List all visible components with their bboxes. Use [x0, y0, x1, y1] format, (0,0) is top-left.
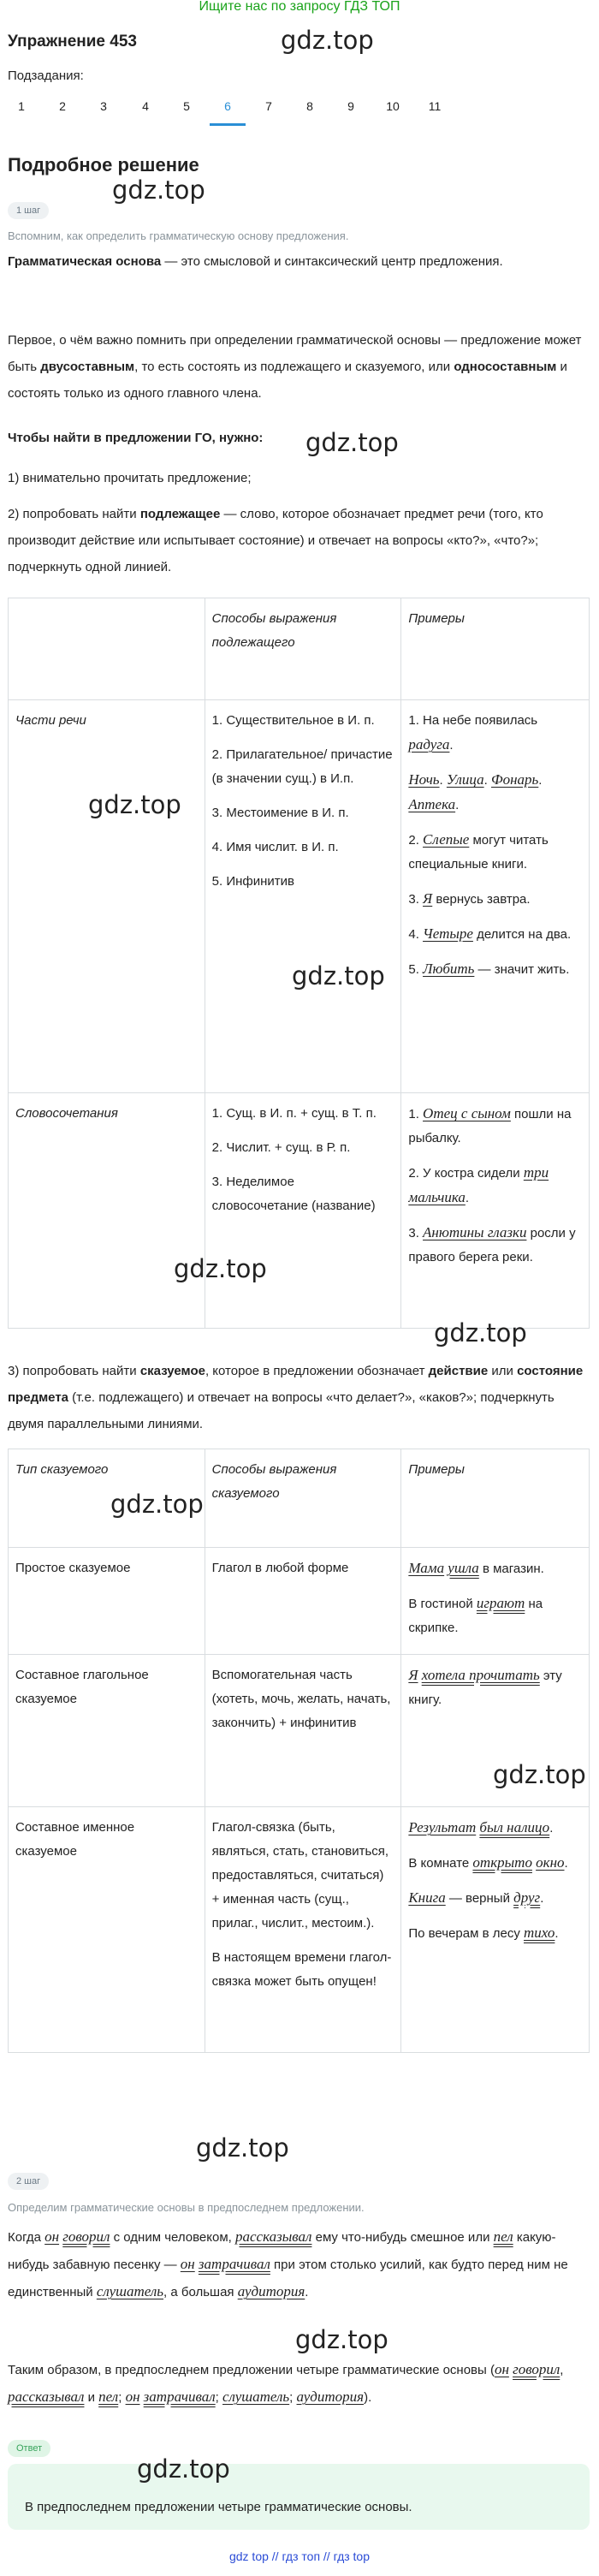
- term-bold: сказуемое: [139, 1364, 205, 1378]
- step-note: Вспомним, как определить грамматическую основу предложения.: [8, 229, 349, 242]
- list-item: 2. Числит. + сущ. в Р. п.: [211, 1140, 351, 1155]
- predicate-way: [205, 1807, 401, 2053]
- list-item: 3. Местоимение в И. п.: [211, 806, 349, 820]
- analysed-sentence: Когда он говорил с одним человеком, рассказывал ему что-нибудь смешное или пел какую-нибудь забавную песенку — он затрачивал при этом столько усилий, как будто перед ним не единственный слушатель, а большая аудитория.: [8, 2228, 568, 2299]
- predicate-word: затрачивал: [143, 2389, 216, 2405]
- answer-text: В предпоследнем предложении четыре грамматические основы.: [25, 2500, 412, 2514]
- subject-word: Ночь: [408, 771, 440, 788]
- predicate-type: Составное глагольное сказуемое: [9, 1655, 205, 1807]
- row-label: Словосочетания: [9, 1093, 205, 1329]
- watermark: gdz.top: [295, 2325, 388, 2354]
- subtask-tab[interactable]: 1: [18, 99, 25, 113]
- subject-word: Любить: [423, 961, 475, 977]
- subject-word: окно: [536, 1854, 565, 1871]
- table-header: Способы выражения сказуемого: [205, 1449, 401, 1548]
- example: 5. Любить — значит жить.: [408, 961, 570, 977]
- predicate-word: говорил: [513, 2361, 560, 2377]
- exercise-title: Упражнение 453: [8, 33, 137, 51]
- term-bold: состояние предмета: [8, 1364, 584, 1405]
- subject-word: Слепые: [423, 831, 470, 848]
- table-header: [9, 598, 205, 700]
- subject-word: Я: [408, 1667, 418, 1683]
- subject-word: он: [125, 2389, 140, 2405]
- watermark: gdz.top: [292, 961, 385, 991]
- subject-word: Аптека: [408, 796, 456, 812]
- list-item: 4. Имя числит. в И. п.: [211, 840, 339, 854]
- text: , то есть состоять из подлежащего и сказуемого, или: [134, 360, 454, 374]
- definition-paragraph: [8, 248, 590, 275]
- subject-word: Отец с сыном: [423, 1105, 511, 1121]
- subject-word: радуга: [408, 736, 450, 753]
- predicate-word: друг: [513, 1889, 541, 1906]
- predicate-way: Вспомогательная часть (хотеть, мочь, желать, начать, закончить) + инфинитив: [205, 1655, 401, 1807]
- term-bold: действие: [428, 1364, 489, 1378]
- text: и состоять только из одного главного члена.: [8, 360, 567, 401]
- step-chip: 2 шаг: [8, 2173, 49, 2190]
- subtasks-nav: [0, 94, 479, 125]
- subject-word: он: [494, 2361, 509, 2377]
- text: — слово, которое обозначает предмет речи (того, кто производит действие или испытывает состояние) и отвечает на вопросы «кто?», «что?»; подчеркнуть одной линией.: [8, 507, 543, 574]
- ways-cell: [205, 700, 401, 1093]
- predicate-type: Простое сказуемое: [9, 1548, 205, 1655]
- subtask-tab[interactable]: 9: [347, 99, 354, 113]
- subtask-tab[interactable]: 3: [100, 99, 107, 113]
- watermark: gdz.top: [112, 176, 205, 205]
- subject-word: Фонарь: [490, 771, 539, 788]
- watermark: gdz.top: [305, 428, 399, 457]
- subject-word: Я: [423, 890, 433, 907]
- predicate-word: играют: [476, 1595, 525, 1611]
- text: Глагол-связка (быть, являться, стать, становиться, предоставляться, считаться) + именная часть (сущ., прилаг., числит., местоим.).: [211, 1820, 389, 1931]
- solution-title: Подробное решение: [8, 154, 199, 176]
- answer-box: [8, 2464, 590, 2530]
- list-item: 5. Инфинитив: [211, 874, 295, 889]
- active-tab-underline: [210, 123, 246, 126]
- examples-cell: [401, 1093, 590, 1329]
- example: 1. Отец с сыном пошли на рыбалку.: [408, 1105, 572, 1145]
- table-header: Способы выражения подлежащего: [205, 598, 401, 700]
- predicate-word: пел: [98, 2389, 119, 2405]
- example: 3. Анютины глазки росли у правого берега реки.: [408, 1224, 576, 1264]
- subject-paragraph: [8, 501, 590, 580]
- list-item: 1. Сущ. в И. п. + сущ. в Т. п.: [211, 1106, 377, 1121]
- subject-word: Анютины глазки: [423, 1224, 527, 1240]
- subject-word: три мальчика: [408, 1164, 549, 1205]
- subject-word: он: [180, 2256, 195, 2272]
- subtasks-label: Подзадания:: [8, 68, 84, 83]
- how-to-heading: [8, 425, 590, 451]
- text: 2) попробовать найти: [8, 507, 140, 521]
- example: 2. У костра сидели три мальчика.: [408, 1164, 549, 1205]
- subject-word: Книга: [408, 1889, 446, 1906]
- subtask-tab[interactable]: 7: [265, 99, 272, 113]
- examples-cell: Мама ушла в магазин. В гостиной играют на скрипке.: [401, 1548, 590, 1655]
- predicate-paragraph: 3) попробовать найти сказуемое, которое в предложении обозначает действие или состояние предмета (т.е. подлежащего) и отвечает на вопросы «что делает?», «каков?»; подчеркнуть двумя параллельными линиями.: [8, 1364, 584, 1431]
- term-bold: подлежащее: [139, 507, 221, 521]
- term-bold: односоставным: [454, 360, 557, 374]
- subtask-tab[interactable]: 2: [59, 99, 66, 113]
- types-paragraph: [8, 327, 590, 407]
- subtask-tab[interactable]: 5: [183, 99, 190, 113]
- watermark: gdz.top: [434, 1318, 527, 1347]
- examples-cell: [401, 700, 590, 1093]
- text: Чтобы найти в предложении ГО, нужно:: [8, 431, 264, 445]
- text: В настоящем времени глагол-связка может быть опущен!: [211, 1950, 392, 1989]
- examples-cell: Я хотела прочитать эту книгу.: [401, 1655, 590, 1807]
- example: Ночь. Улица. Фонарь. Аптека.: [408, 771, 543, 812]
- list-item: 1. Существительное в И. п.: [211, 713, 375, 728]
- promo-banner[interactable]: Ищите нас по запросу ГДЗ ТОП: [199, 0, 400, 14]
- subject-word: аудитория: [296, 2389, 365, 2405]
- watermark: gdz.top: [110, 1490, 204, 1519]
- list-item: 3. Неделимое словосочетание (название): [211, 1175, 376, 1213]
- example: 3. Я вернусь завтра.: [408, 890, 531, 907]
- predicate-type: Составное именное сказуемое: [9, 1807, 205, 2053]
- step-item: 1) внимательно прочитать предложение;: [8, 471, 252, 485]
- watermark: gdz.top: [88, 790, 181, 819]
- table-header: Примеры: [401, 1449, 590, 1548]
- conclusion: Таким образом, в предпоследнем предложении четыре грамматические основы (он говорил, рассказывал и пел; он затрачивал; слушатель; аудитория).: [8, 2361, 564, 2405]
- term-bold: двусоставным: [40, 360, 135, 374]
- text: — это смысловой и синтаксический центр предложения.: [161, 254, 503, 269]
- watermark: gdz.top: [137, 2454, 230, 2484]
- ways-cell: [205, 1093, 401, 1329]
- subject-word: слушатель: [96, 2283, 164, 2299]
- subtask-tab[interactable]: 4: [142, 99, 149, 113]
- subject-word: Четыре: [423, 925, 473, 942]
- list-item: 2. Прилагательное/ причастие (в значении сущ.) в И.п.: [211, 747, 393, 786]
- subtask-tab[interactable]: 10: [386, 99, 400, 113]
- watermark: gdz.top: [281, 26, 374, 55]
- predicate-word: говорил: [62, 2228, 110, 2245]
- row-label: Части речи: [9, 700, 205, 1093]
- subtask-tab[interactable]: 11: [428, 99, 442, 113]
- term-bold: Грамматическая основа: [8, 254, 162, 269]
- text: Первое, о чём важно помнить при определении грамматической основы — предложение может быть: [8, 333, 582, 374]
- predicate-way: Глагол в любой форме: [205, 1548, 401, 1655]
- example: 1. На небе появилась радуга.: [408, 713, 538, 753]
- predicate-word: открыто: [472, 1854, 532, 1871]
- subject-word: Улица: [446, 771, 484, 788]
- subtask-tab-active[interactable]: 6: [224, 99, 231, 113]
- predicate-word: затрачивал: [198, 2256, 270, 2272]
- watermark: gdz.top: [174, 1254, 267, 1283]
- subject-word: аудитория: [237, 2283, 305, 2299]
- table-header: Тип сказуемого: [9, 1449, 205, 1548]
- watermark: gdz.top: [493, 1760, 586, 1789]
- predicate-word: хотела прочитать: [421, 1667, 540, 1683]
- predicate-word: рассказывал: [234, 2228, 312, 2245]
- examples-cell: Результат был налицо. В комнате открыто окно. Книга — верный друг. По вечерам в лесу тихо.: [401, 1807, 590, 2053]
- subject-word: слушатель: [222, 2389, 290, 2405]
- subject-word: он: [44, 2228, 60, 2245]
- example: 4. Четыре делится на два.: [408, 925, 572, 942]
- predicate-word: тихо: [524, 1925, 555, 1941]
- predicate-word: рассказывал: [8, 2389, 85, 2405]
- subject-word: Мама: [408, 1560, 445, 1576]
- watermark: gdz.top: [196, 2133, 289, 2163]
- predicate-word: был налицо: [479, 1819, 550, 1835]
- footer-links[interactable]: gdz top // гдз топ // гдз top: [228, 2549, 371, 2563]
- example: 2. Слепые могут читать специальные книги.: [408, 831, 549, 872]
- table-header: Примеры: [401, 598, 590, 700]
- subtask-tab[interactable]: 8: [306, 99, 313, 113]
- step-chip: 1 шаг: [8, 202, 49, 219]
- predicate-word: пел: [493, 2228, 513, 2245]
- predicate-table: [8, 1449, 590, 2053]
- answer-chip: Ответ: [8, 2440, 50, 2457]
- step-note: Определим грамматические основы в предпоследнем предложении.: [8, 2201, 365, 2214]
- subject-word: Результат: [408, 1819, 477, 1835]
- predicate-word: ушла: [448, 1560, 479, 1576]
